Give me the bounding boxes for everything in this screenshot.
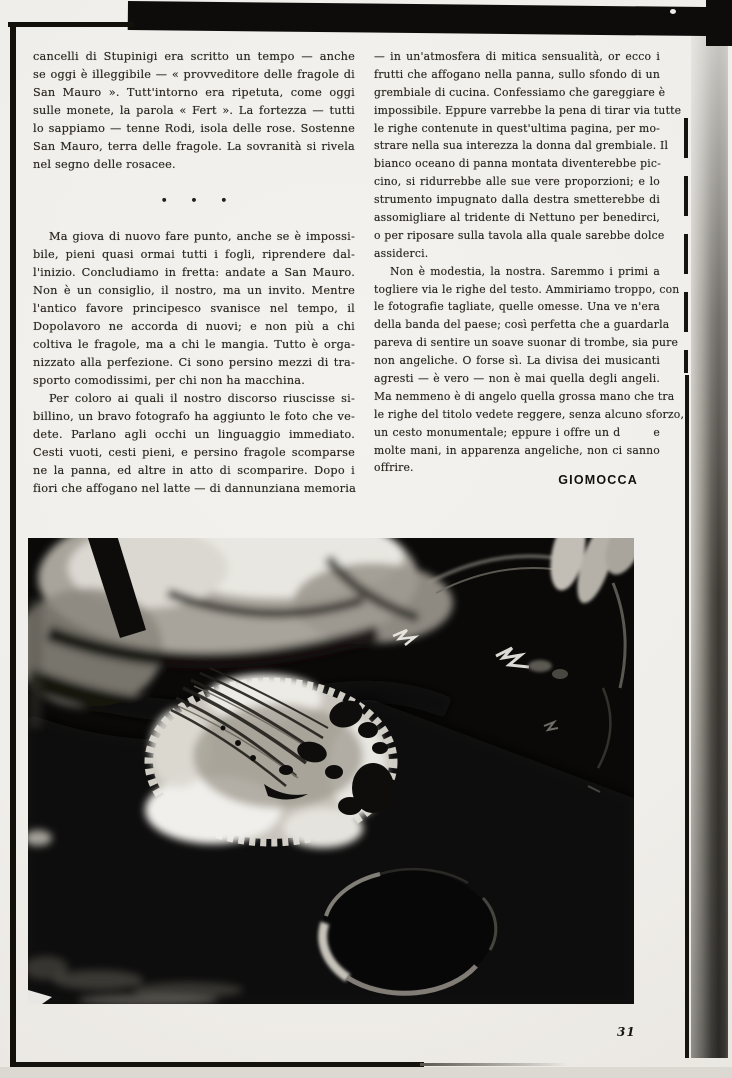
text-line: della banda del paese; così perfetta che a guardarla: [374, 318, 670, 332]
page-edge-shadow-strip: [691, 28, 728, 1058]
text-line: frutti che affogano nella panna, sullo sfondo di un: [374, 67, 660, 81]
text-line: Dopolavoro ne accorda di nuovi; e non più a chi: [33, 320, 355, 333]
page-number: 31: [617, 1025, 636, 1039]
text-line: — in un'atmosfera di mitica sensualità, or ecco i: [374, 50, 660, 63]
text-line: l'antico favore principesco svanisce nel tempo, il: [33, 302, 355, 315]
text-line: strumento impugnato dalla destra smetterebbe di: [374, 193, 660, 207]
text-line: Non è modestia, la nostra. Saremmo i primi a: [390, 264, 660, 278]
text-line: assiderci.: [374, 246, 429, 260]
text-line: impossibile. Eppure varrebbe la pena di tirar via tutte: [374, 103, 682, 117]
text-line: San Mauro, terra delle fragole. La sovranità si rivela: [33, 140, 355, 153]
text-line: un cesto monumentale; eppure i offre un d e: [374, 425, 660, 439]
text-line: bile, pieni quasi ormai tutti i fogli, riprendere dal-: [33, 248, 355, 261]
text-line: agresti — è vero — non è mai quella degli angeli.: [374, 372, 660, 386]
scan-top-right-corner: [706, 0, 732, 46]
text-line: Ma nemmeno è di angelo quella grossa mano che tra: [374, 389, 675, 403]
text-line: l'inizio. Concludiamo in fretta: andate a San Mauro.: [33, 266, 355, 279]
text-line: Non è un consiglio, il nostro, ma un invito. Mentre: [33, 284, 355, 297]
text-line: strare nella sua interezza la donna dal grembiale. Il: [374, 139, 669, 153]
text-line: molte mani, in apparenza angeliche, non ci sanno: [374, 443, 660, 457]
photograph: [28, 538, 634, 1004]
text-line: le righe del titolo vedete reggere, senza alcuno sforzo,: [374, 407, 685, 421]
page-bottom-rule-faded: [420, 1063, 568, 1066]
text-line: billino, un bravo fotografo ha aggiunto le foto che ve-: [33, 410, 355, 423]
text-line: coltiva le fragole, ma a chi le mangia. Tutto è orga-: [33, 338, 355, 351]
paragraph-non-e-modestia: [374, 264, 685, 480]
text-line: fiori che affogano nel latte — di dannunziana memoria: [33, 482, 357, 495]
text-line: cancelli di Stupinigi era scritto un tempo — anche: [33, 50, 355, 63]
article-left-column: [33, 50, 355, 500]
text-line: se oggi è illeggibile — « provveditore delle fragole di: [33, 68, 355, 81]
scan-top-rule: [8, 22, 134, 27]
text-line: ne la panna, ed altre in atto di scomparire. Dopo i: [33, 464, 355, 477]
author-signature: GIOMOCCA: [558, 473, 638, 487]
text-line: assomigliare al tridente di Nettuno per benedirci,: [374, 211, 660, 225]
page-spine-rule: [10, 23, 16, 1067]
section-separator: • • •: [160, 193, 228, 209]
text-line: lo sappiamo — tenne Rodi, isola delle rose. Sostenne: [33, 122, 355, 135]
scan-background-bottom: [0, 1067, 732, 1078]
paragraph-andate-a-san-mauro: [33, 230, 355, 392]
text-line: o per riposare sulla tavola alla quale sarebbe dolce: [374, 228, 665, 242]
page-edge-dashed-line: [684, 118, 688, 373]
text-line: nizzato alla perfezione. Ci sono persino mezzi di tra-: [33, 356, 355, 369]
text-line: Ma giova di nuovo fare punto, anche se è impossi-: [49, 230, 355, 243]
text-line: le righe contenute in quest'ultima pagina, per mo-: [374, 121, 660, 135]
photo-left-texture: [28, 598, 42, 728]
text-line: Cesti vuoti, cesti pieni, e persino fragole scomparse: [33, 446, 355, 459]
text-line: sulle monete, la parola « Fert ». La fortezza — tutti: [33, 104, 355, 117]
text-line: grembiale di cucina. Confessiamo che gareggiare è: [374, 85, 666, 99]
text-line: bianco oceano di panna montata diventerebbe pic-: [374, 157, 661, 171]
text-line: San Mauro ». Tutt'intorno era ripetuta, come oggi: [33, 86, 355, 99]
text-line: non angeliche. O forse sì. La divisa dei musicanti: [374, 354, 660, 368]
paragraph-panna-montata: [374, 50, 682, 265]
text-line: nel segno delle rosacee.: [33, 158, 176, 171]
paragraph-fragole-fert: [33, 50, 355, 176]
text-line: cino, si ridurrebbe alle sue vere proporzioni; e lo: [374, 175, 660, 189]
scan-dust-speck: [670, 9, 676, 14]
text-line: togliere via le righe del testo. Ammiriamo troppo, con: [374, 282, 680, 296]
text-line: Per coloro ai quali il nostro discorso riuscisse si-: [49, 392, 355, 405]
text-line: dete. Parlano agli occhi un linguaggio immediato.: [33, 428, 355, 441]
page-edge-line: [685, 375, 689, 1058]
text-line: offrire.: [374, 461, 414, 475]
text-line: pareva di sentire un soave suonar di trombe, sia pure: [374, 336, 679, 350]
text-line: le fotografie tagliate, quelle omesse. Una ve n'era: [374, 300, 660, 314]
article-right-column: [374, 50, 685, 479]
text-line: sporto comodissimi, per chi non ha macchina.: [33, 374, 306, 387]
paragraph-fotografo: [33, 392, 355, 500]
